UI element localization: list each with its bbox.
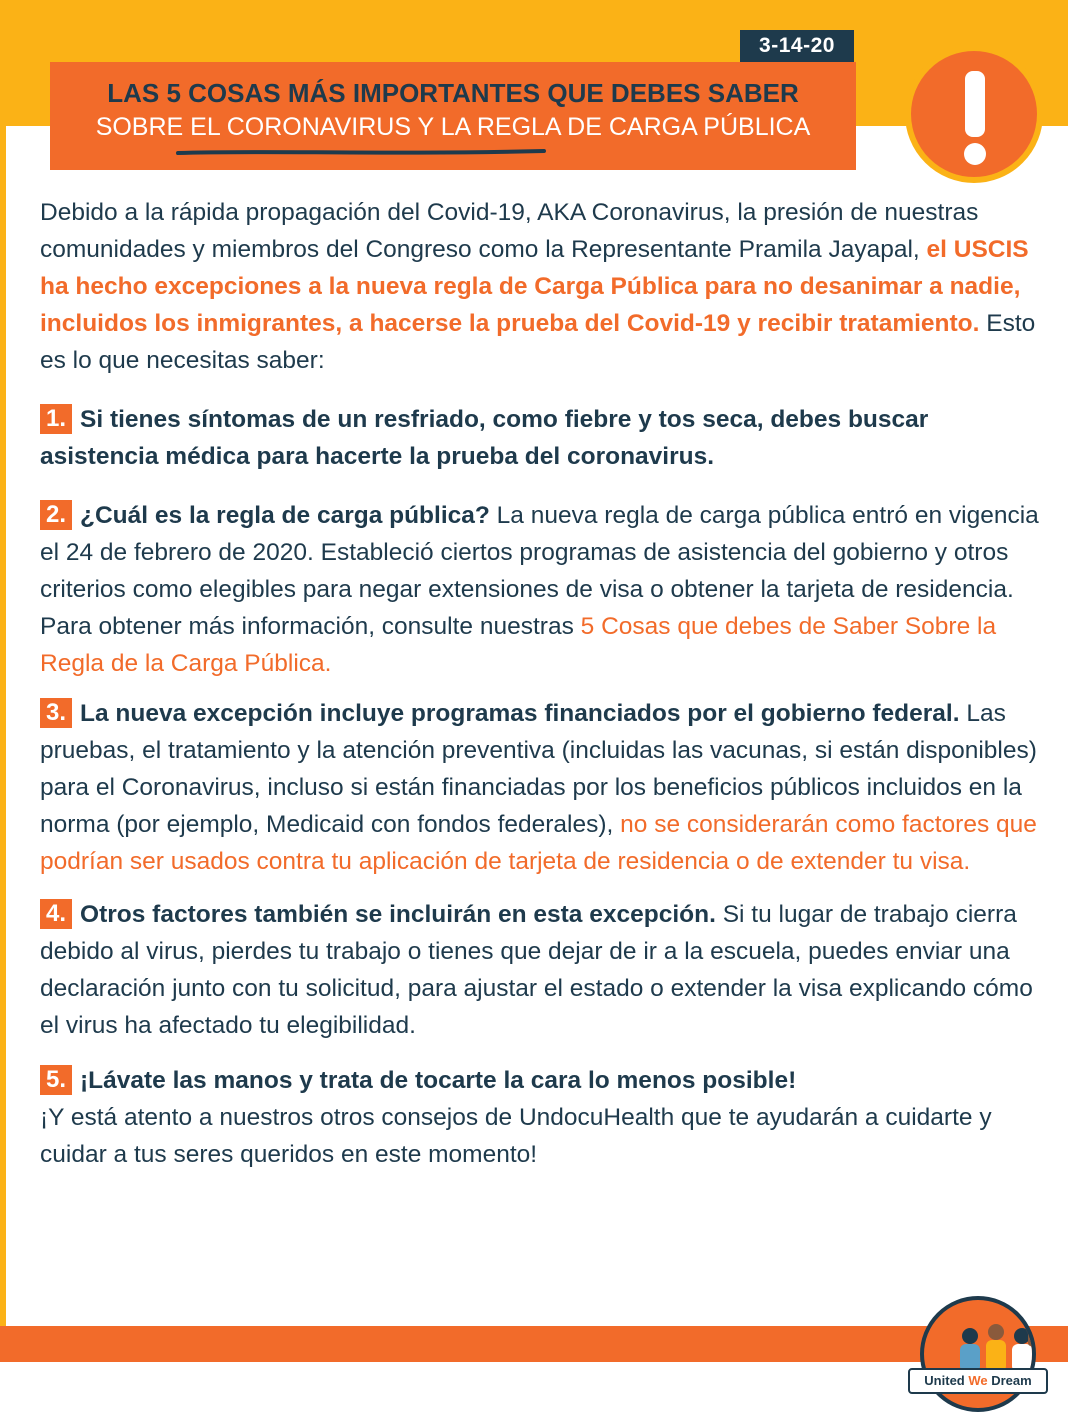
date-badge: 3-14-20 (740, 30, 854, 62)
item-number: 4. (40, 899, 72, 929)
item-text: ¡Y está atento a nuestros otros consejos de UndocuHealth que te ayudarán a cuidarte y cuidar a tus seres queridos en este momento! (40, 1104, 992, 1168)
list-item-3 (40, 695, 1040, 880)
logo-word-united: United (924, 1373, 969, 1388)
item-number: 3. (40, 698, 72, 728)
logo-word-dream: Dream (987, 1373, 1032, 1388)
list-item-5 (40, 1062, 1040, 1173)
item-number: 5. (40, 1065, 72, 1095)
item-number: 2. (40, 500, 72, 530)
item-heading: ¿Cuál es la regla de carga pública? (80, 502, 490, 529)
item-text: Si tu lugar de trabajo cierra debido al virus, pierdes tu trabajo o tienes que dejar de ir a la escuela, puedes enviar una declaración junto con tu solicitud, para ajustar el estado o extender la visa explicando cómo el virus ha afectado tu elegibilidad. (40, 901, 1033, 1039)
list-item-1 (40, 401, 1040, 475)
list-item-2 (40, 497, 1040, 682)
public-charge-link[interactable]: 5 Cosas que debes de Saber Sobre la Regla de la Carga Pública. (40, 613, 997, 677)
item-heading: La nueva excepción incluye programas financiados por el gobierno federal. (80, 700, 960, 727)
item-highlight: no se considerarán como factores que podrían ser usados contra tu aplicación de tarjeta de residencia o de extender tu visa. (40, 811, 1037, 875)
united-we-dream-logo (906, 1296, 1050, 1396)
item-number: 1. (40, 404, 72, 434)
item-heading: Si tienes síntomas de un resfriado, como fiebre y tos seca, debes buscar asistencia médica para hacerte la prueba del coronavirus. (40, 406, 929, 470)
item-heading: ¡Lávate las manos y trata de tocarte la cara lo menos posible! (80, 1067, 797, 1094)
logo-word-we: We (968, 1373, 988, 1388)
intro-highlight: el USCIS ha hecho excepciones a la nueva regla de Carga Pública para no desanimar a nadie, incluidos los inmigrantes, a hacerse la prueba del Covid-19 y recibir tratamiento. (40, 236, 1029, 337)
main-content (40, 194, 1040, 1173)
title-line-2: SOBRE EL CORONAVIRUS Y LA REGLA DE CARGA PÚBLICA (95, 113, 811, 141)
intro-paragraph (40, 194, 1040, 379)
item-text: Las pruebas, el tratamiento y la atención preventiva (incluidas las vacunas, si están disponibles) para el Coronavirus, incluso si están financiadas por los beneficios públicos incluidos en la norma (por ejemplo, Medicaid con fondos federales), (40, 700, 1037, 838)
title-underline-stroke (176, 148, 546, 156)
title-banner (50, 62, 856, 170)
item-heading: Otros factores también se incluirán en esta excepción. (80, 901, 716, 928)
logo-wordmark (908, 1368, 1048, 1394)
title-line-1: LAS 5 COSAS MÁS IMPORTANTES QUE DEBES SABER (107, 78, 799, 108)
left-yellow-rule (0, 126, 6, 1326)
intro-text-end: Esto es lo que necesitas saber: (40, 310, 1036, 374)
exclamation-dot (964, 143, 986, 165)
list-item-4 (40, 896, 1040, 1044)
logo-badge (920, 1296, 1036, 1412)
intro-text: Debido a la rápida propagación del Covid-19, AKA Coronavirus, la presión de nuestras comunidades y miembros del Congreso como la Representante Pramila Jayapal, (40, 199, 979, 263)
exclamation-bar (965, 71, 985, 137)
exclamation-alert-icon (905, 45, 1043, 183)
item-text: La nueva regla de carga pública entró en vigencia el 24 de febrero de 2020. Estableció ciertos programas de asistencia del gobierno y otros criterios como elegibles para negar extensiones de visa o obtener la tarjeta de residencia. Para obtener más información, consulte nuestras (40, 502, 1039, 640)
logo-people-illustration (948, 1316, 1036, 1372)
